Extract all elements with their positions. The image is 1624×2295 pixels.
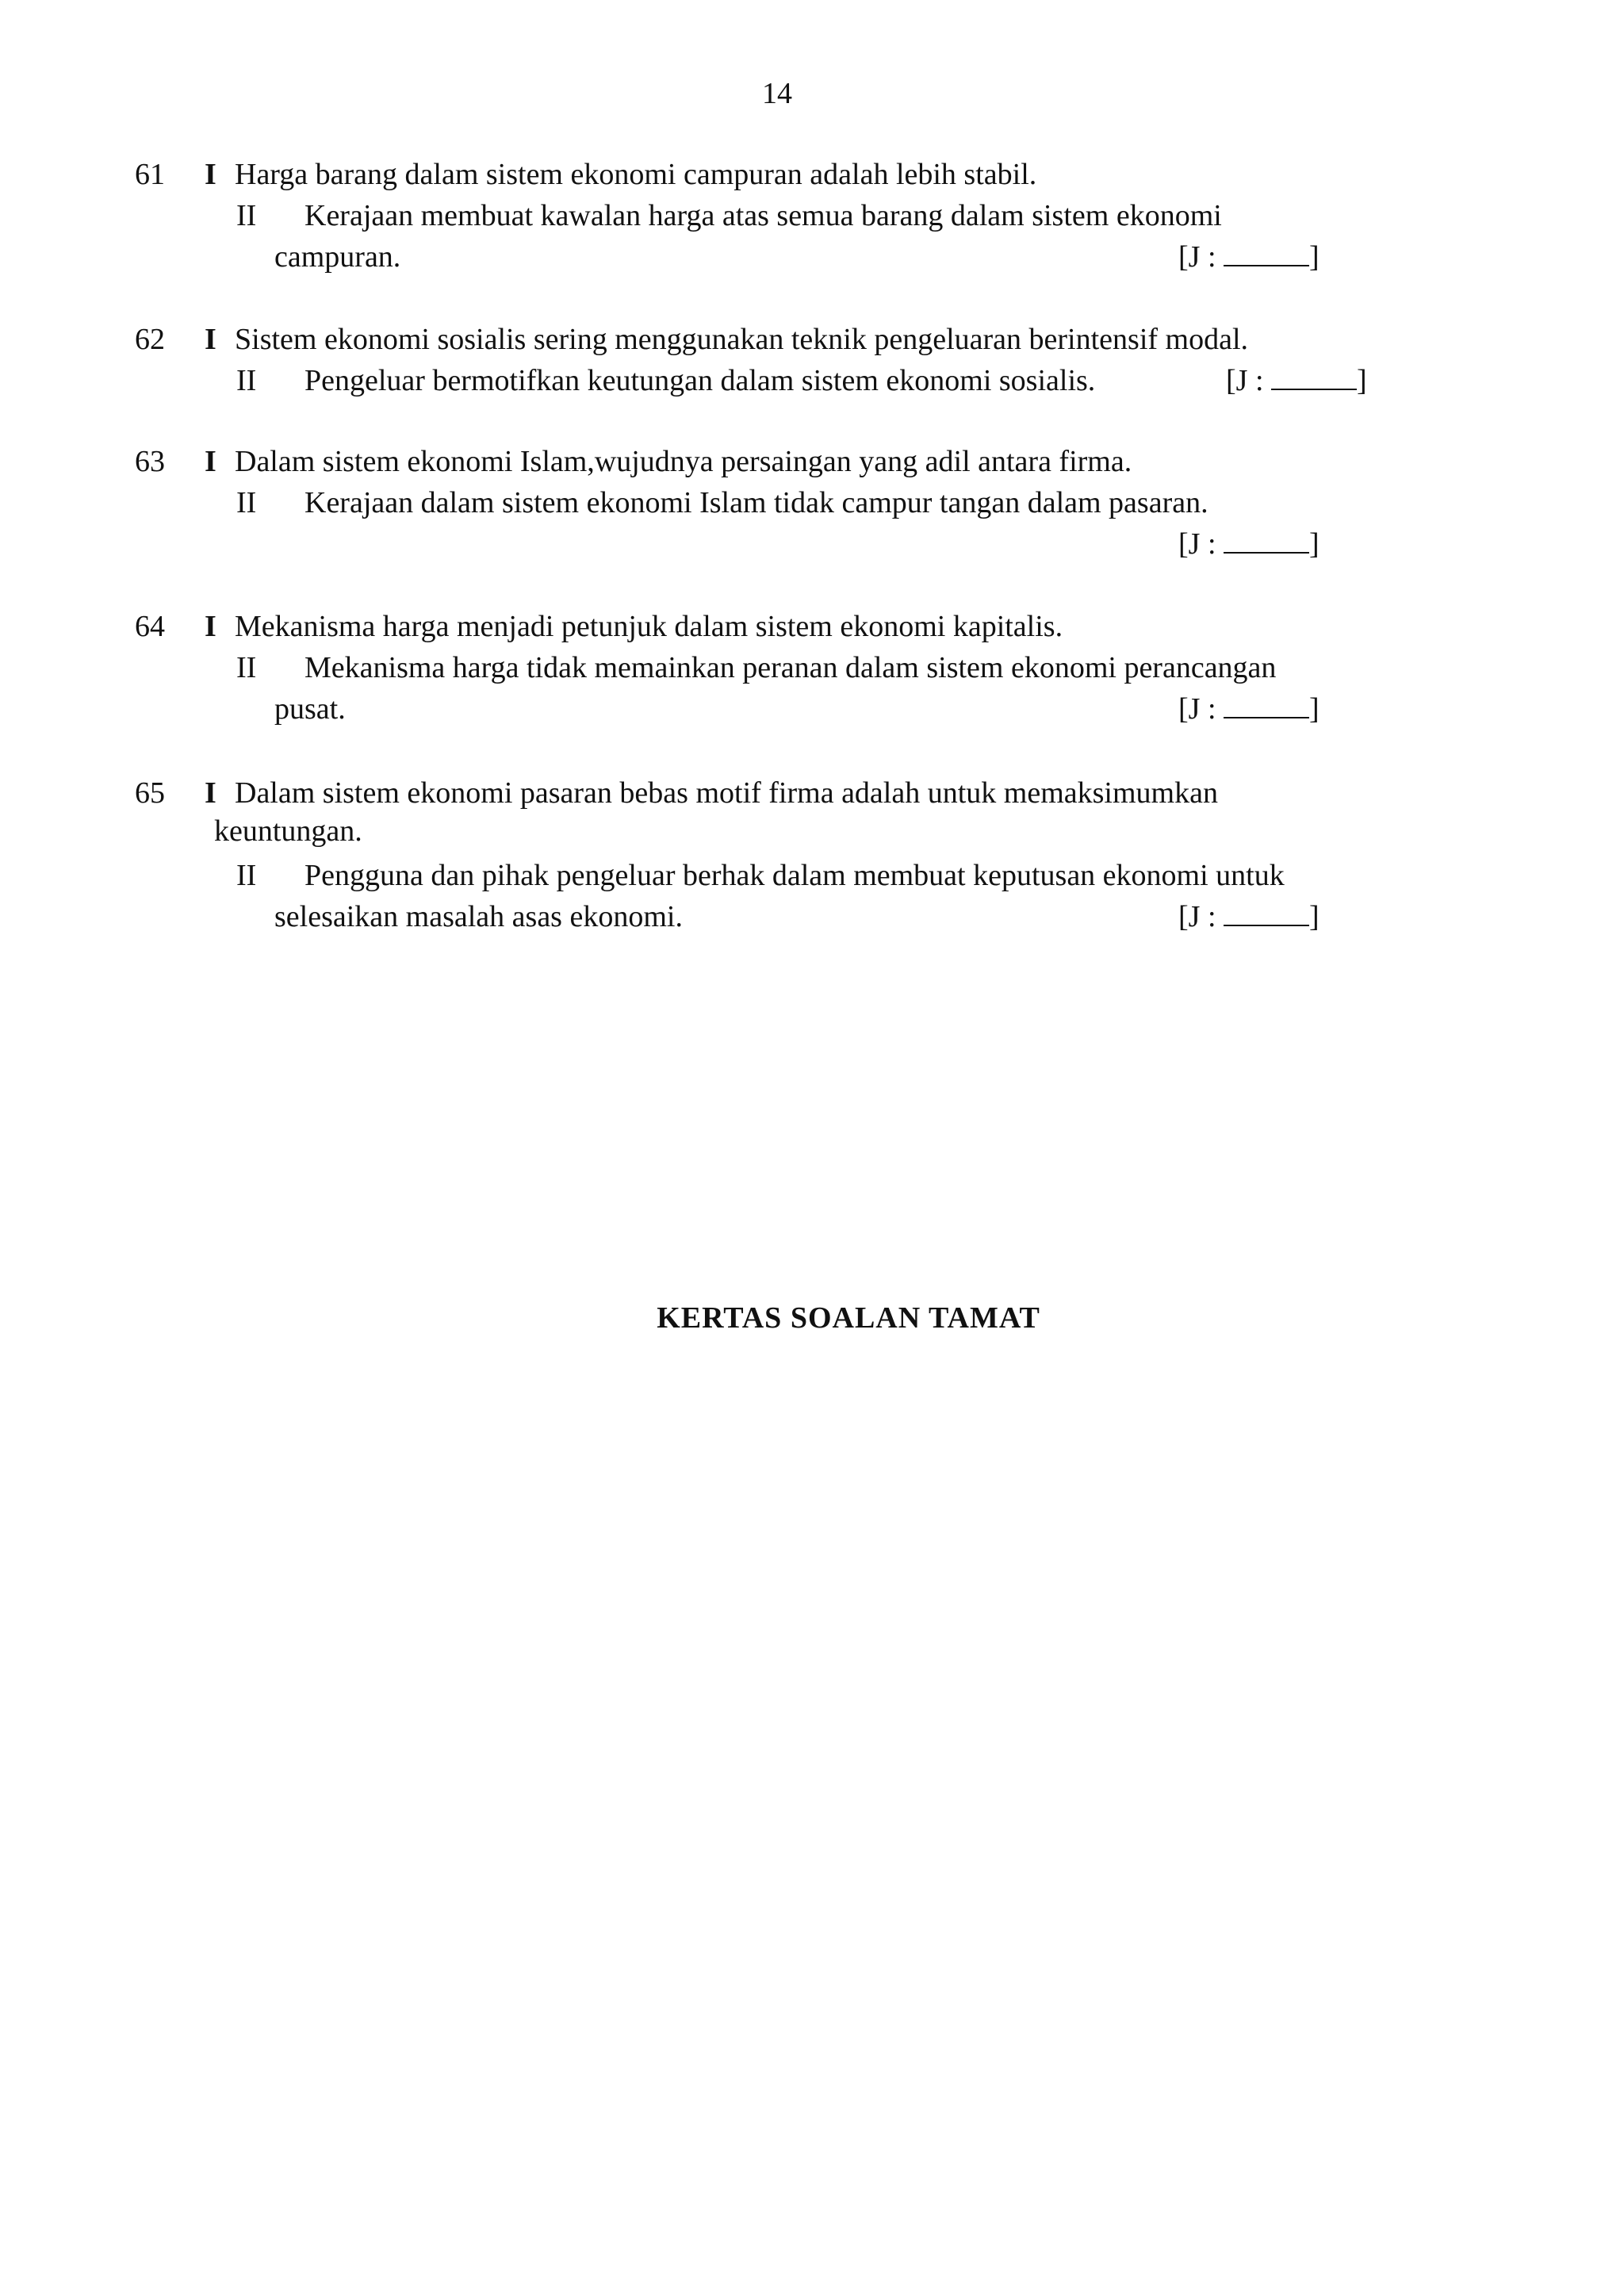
statement-i-label: I — [205, 776, 216, 810]
answer-prefix: [J : — [1178, 900, 1216, 933]
answer-suffix: ] — [1309, 900, 1320, 933]
answer-suffix: ] — [1357, 364, 1367, 397]
statement-ii-text: Mekanisma harga tidak memainkan peranan dalam sistem ekonomi perancangan — [304, 651, 1277, 684]
statement-i-label: I — [205, 445, 216, 478]
answer-suffix: ] — [1309, 527, 1320, 561]
statement-ii-text-continued: pusat. — [274, 692, 346, 726]
answer-prefix: [J : — [1178, 527, 1216, 561]
answer-box — [1178, 239, 1320, 274]
answer-box — [1226, 363, 1367, 398]
end-of-paper-title: KERTAS SOALAN TAMAT — [657, 1301, 1040, 1335]
statement-i-label: I — [205, 323, 216, 356]
answer-blank[interactable] — [1224, 528, 1309, 554]
answer-box — [1178, 899, 1320, 934]
statement-ii-label: II — [236, 486, 257, 519]
statement-ii-text-continued: selesaikan masalah asas ekonomi. — [274, 900, 683, 933]
statement-i-label: I — [205, 158, 216, 191]
statement-ii-text: Kerajaan dalam sistem ekonomi Islam tidak campur tangan dalam pasaran. — [304, 486, 1208, 519]
statement-ii-label: II — [236, 651, 257, 684]
question-number: 63 — [135, 445, 165, 478]
page-number: 14 — [762, 77, 792, 110]
answer-suffix: ] — [1309, 692, 1320, 726]
question-number: 64 — [135, 610, 165, 643]
statement-i-text: Dalam sistem ekonomi Islam,wujudnya persaingan yang adil antara firma. — [235, 445, 1132, 478]
answer-blank[interactable] — [1224, 901, 1309, 926]
statement-ii-label: II — [236, 364, 257, 397]
answer-suffix: ] — [1309, 240, 1320, 274]
answer-box — [1178, 692, 1320, 726]
question-number: 65 — [135, 776, 165, 810]
statement-ii-text: Pengguna dan pihak pengeluar berhak dalam membuat keputusan ekonomi untuk — [304, 859, 1285, 892]
answer-prefix: [J : — [1178, 692, 1216, 726]
question-number: 61 — [135, 158, 165, 191]
statement-i-text: Harga barang dalam sistem ekonomi campuran adalah lebih stabil. — [235, 158, 1037, 191]
answer-prefix: [J : — [1226, 364, 1264, 397]
answer-blank[interactable] — [1224, 241, 1309, 266]
statement-i-text: Dalam sistem ekonomi pasaran bebas motif firma adalah untuk memaksimumkan — [235, 776, 1218, 810]
statement-ii-label: II — [236, 859, 257, 892]
answer-prefix: [J : — [1178, 240, 1216, 274]
statement-i-text-continued: keuntungan. — [214, 814, 362, 848]
question-number: 62 — [135, 323, 165, 356]
statement-ii-text-continued: campuran. — [274, 240, 401, 274]
answer-blank[interactable] — [1271, 365, 1357, 390]
answer-box — [1178, 527, 1320, 561]
statement-ii-text: Kerajaan membuat kawalan harga atas semua barang dalam sistem ekonomi — [304, 199, 1222, 232]
answer-blank[interactable] — [1224, 693, 1309, 718]
statement-i-label: I — [205, 610, 216, 643]
statement-ii-label: II — [236, 199, 257, 232]
statement-i-text: Sistem ekonomi sosialis sering menggunakan teknik pengeluaran berintensif modal. — [235, 323, 1249, 356]
statement-ii-text: Pengeluar bermotifkan keutungan dalam sistem ekonomi sosialis. — [304, 364, 1096, 397]
statement-i-text: Mekanisma harga menjadi petunjuk dalam sistem ekonomi kapitalis. — [235, 610, 1063, 643]
